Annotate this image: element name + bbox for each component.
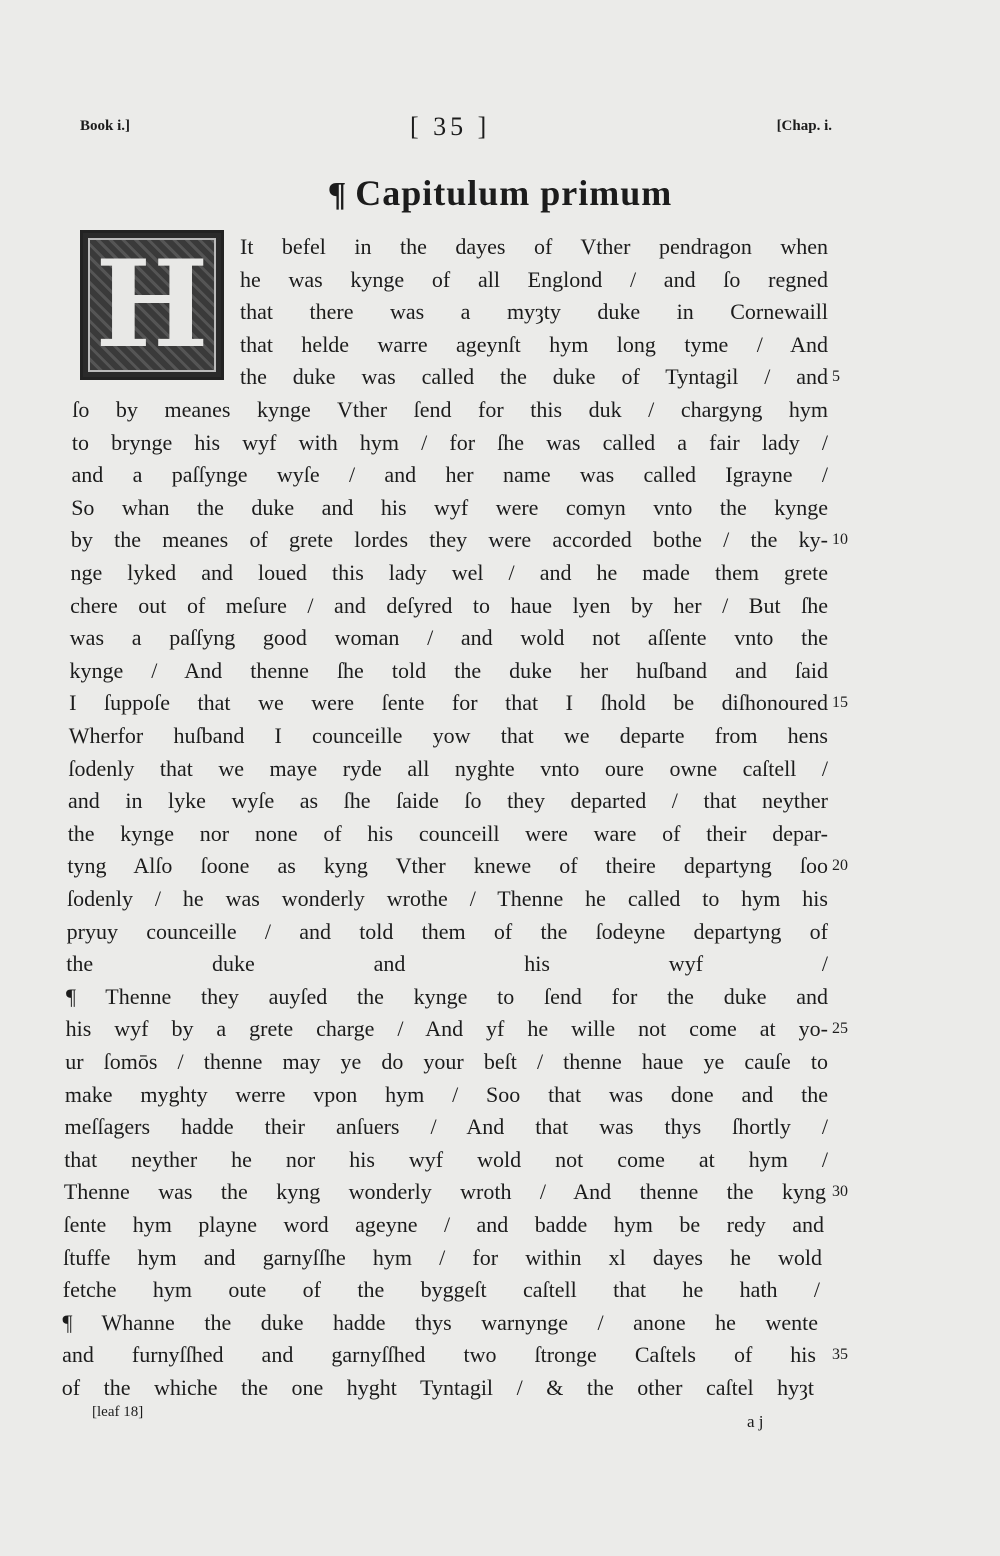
running-head-chapter: [Chap. i.	[776, 118, 832, 134]
text-line: So whan the duke and his wyf were comyn vnto the kynge	[71, 494, 828, 520]
initial-ornament	[88, 234, 216, 375]
text-line: make myghty werre vpon hym / Soo that was done and the	[64, 1081, 828, 1107]
line-number: 5	[832, 368, 840, 386]
pilcrow-icon: ¶	[327, 176, 348, 213]
text-line: that neyther he nor his wyf wold not come at hym /	[64, 1146, 828, 1172]
text-line: ¶ Thenne they auyſed the kynge to ſend for the duke and	[65, 983, 828, 1009]
line-number: 35	[832, 1346, 848, 1364]
text-line: Thenne was the kyng wonderly wroth / And thenne the kyng	[63, 1179, 826, 1205]
text-line: by the meanes of grete lordes they were accorded bothe / the ky-	[70, 527, 828, 553]
signature-mark: a j	[747, 1412, 764, 1431]
text-line: was a paſſyng good woman / and wold not aſſente vnto the	[69, 625, 828, 651]
text-line: chere out of meſure / and deſyred to haue lyen by her / But ſhe	[70, 592, 828, 618]
text-line: the duke and his wyf /	[66, 951, 828, 977]
line-number: 15	[832, 694, 848, 712]
line-number: 20	[832, 857, 848, 875]
line-number: 30	[832, 1183, 848, 1201]
text-line: that there was a myȝty duke in Cornewaill	[240, 299, 828, 325]
running-head-book: Book i.]	[80, 118, 131, 134]
text-line: ur ſomōs / thenne may ye do your beſt / thenne haue ye cauſe to	[65, 1049, 828, 1074]
decorated-initial	[80, 230, 224, 380]
text-line: and a paſſynge wyſe / and her name was called Igrayne /	[71, 462, 828, 488]
line-number: 25	[832, 1020, 848, 1038]
text-line: to brynge his wyf with hym / for ſhe was called a fair lady /	[71, 429, 828, 455]
text-line: that helde warre ageynſt hym long tyme / And	[240, 331, 828, 357]
text-line: ſente hym playne word ageyne / and badde hym be redy and	[63, 1212, 824, 1237]
text-line: and furnyſſhed and garnyſſhed two ſtronge Caſtels of his	[62, 1342, 816, 1368]
text-line: meſſagers hadde their anſuers / And that was thys ſhortly /	[64, 1114, 828, 1140]
text-line: It befel in the dayes of Vther pendragon when	[240, 234, 828, 259]
text-line: ſo by meanes kynge Vther ſend for this duk / chargyng hym	[72, 397, 828, 422]
text-line: ſtuffe hym and garnyſſhe hym / for within xl dayes he wold	[63, 1244, 822, 1270]
text-line: Wherfor huſband I counceille yow that we departe from hens	[68, 723, 828, 748]
text-line: I ſuppoſe that we were ſente for that I ſhold be diſhonoured	[69, 690, 828, 716]
text-line: the duke was called the duke of Tyntagil / and	[240, 364, 828, 390]
text-line: the kynge nor none of his counceill were ware of their depar-	[67, 820, 828, 846]
page-number: [ 35 ]	[410, 112, 491, 141]
leaf-note: [leaf 18]	[92, 1404, 144, 1420]
initial-letter: H	[95, 234, 209, 375]
text-line: tyng Alſo ſoone as kyng Vther knewe of theire departyng ſoo	[67, 853, 828, 879]
text-line: of the whiche the one hyght Tyntagil / & the other caſtel hyȝt	[61, 1375, 814, 1400]
text-line: he was kynge of all Englond / and ſo regned	[240, 266, 828, 292]
text-line: fetche hym oute of the byggeſt caſtell that he hath /	[62, 1277, 820, 1303]
line-number: 10	[832, 531, 848, 549]
chapter-title-text: Capitulum primum	[355, 173, 673, 213]
text-line: ¶ Whanne the duke hadde thys warnynge / anone he wente	[62, 1309, 818, 1335]
text-line: pryuy counceille / and told them of the ſodeyne departyng of	[66, 918, 828, 944]
text-line: and in lyke wyſe as ſhe ſaide ſo they departed / that neyther	[68, 788, 828, 814]
text-line: ſodenly / he was wonderly wrothe / Thenne he called to hym his	[67, 886, 828, 911]
text-line: kynge / And thenne ſhe told the duke her huſband and ſaid	[69, 657, 828, 683]
text-line: ſodenly that we maye ryde all nyghte vnto oure owne caſtell /	[68, 755, 828, 781]
text-line: nge lyked and loued this lady wel / and he made them grete	[70, 560, 828, 585]
text-line: his wyf by a grete charge / And yf he wille not come at yo-	[65, 1016, 828, 1042]
chapter-title	[0, 172, 1000, 214]
